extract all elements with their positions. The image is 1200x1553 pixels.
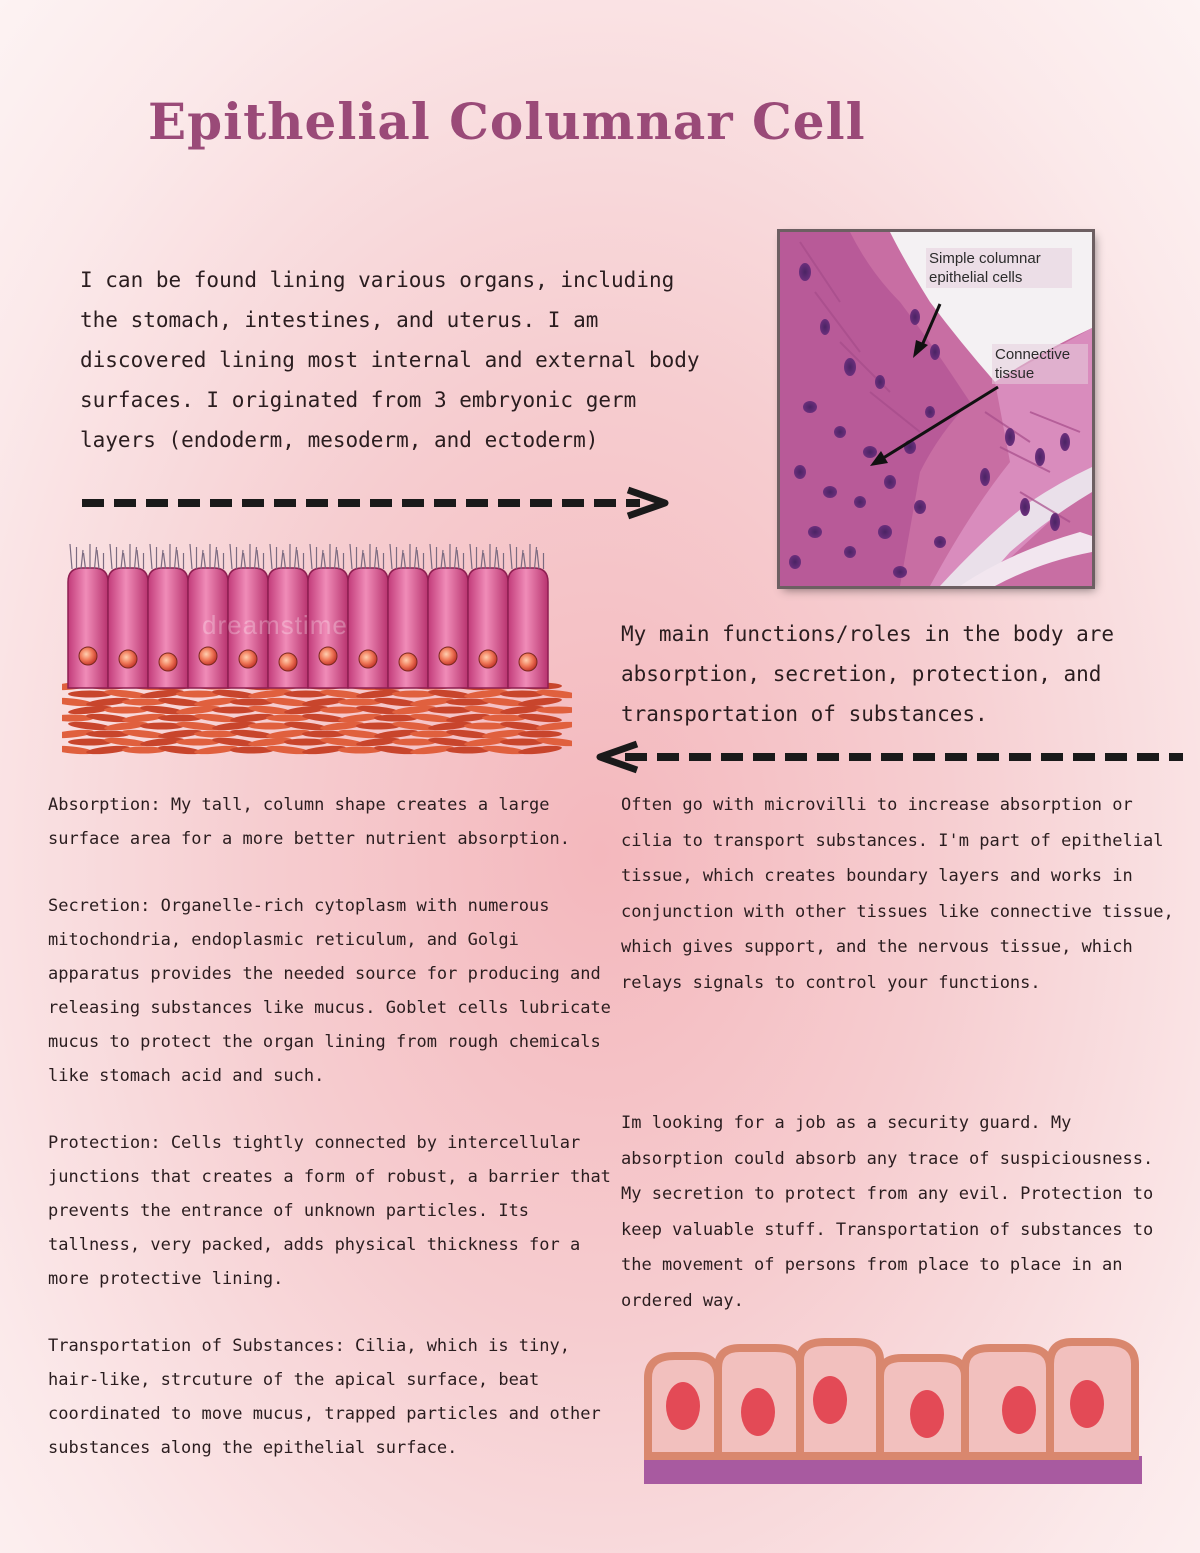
details-left-column bbox=[48, 788, 613, 1498]
intro-paragraph: I can be found lining various organs, including the stomach, intestines, and uterus. I am discovered lining most internal and external body surfaces. I originated from 3 embryonic germ layers (endoderm, mesoderm, and ectoderm) bbox=[80, 268, 700, 452]
absorption-paragraph: Absorption: My tall, column shape creates a large surface area for a more better nutrient absorption. bbox=[48, 795, 570, 849]
ciliated-cells-illustration bbox=[62, 538, 572, 768]
dashed-arrow-left-icon bbox=[585, 740, 1185, 778]
label-simple-columnar-cells: Simple columnar epithelial cells bbox=[926, 248, 1072, 288]
dashed-arrow-right-icon bbox=[80, 486, 680, 524]
protection-paragraph: Protection: Cells tightly connected by intercellular junctions that creates a form of robust, a barrier that prevents the entrance of unknown particles. Its tallness, very packed, adds physical thickness for a more protective lining. bbox=[48, 1133, 611, 1289]
functions-paragraph: My main functions/roles in the body are absorption, secretion, protection, and transportation of substances. bbox=[621, 622, 1115, 726]
micrograph-image bbox=[780, 232, 1092, 586]
watermark: dreamstime bbox=[202, 610, 348, 640]
transportation-paragraph: Transportation of Substances: Cilia, which is tiny, hair-like, strcuture of the apical surface, beat coordinated to move mucus, trapped particles and other substances along the epithelial surface. bbox=[48, 1336, 601, 1458]
label-connective-tissue: Connective tissue bbox=[992, 344, 1088, 384]
tissue-relation-paragraph: Often go with microvilli to increase absorption or cilia to transport substances. I'm part of epithelial tissue, which creates boundary layers and works in conjunction with other tissues like connective tissue, which gives support, and the nervous tissue, which relays signals to control your functions. bbox=[621, 795, 1174, 993]
secretion-paragraph: Secretion: Organelle-rich cytoplasm with numerous mitochondria, endoplasmic reticulum, and Golgi apparatus provides the needed source for producing and releasing substances like mucus. Goblet cells lubricate mucus to protect the organ lining from rough chemicals like stomach acid and such. bbox=[48, 896, 611, 1086]
cartoon-cells-illustration bbox=[640, 1338, 1146, 1492]
job-paragraph: Im looking for a job as a security guard. My absorption could absorb any trace of suspiciousness. My secretion to protect from any evil. Protection to keep valuable stuff. Transportation of substances to the movement of persons from place to place in an ordered way. bbox=[621, 1113, 1154, 1311]
page-title: Epithelial Columnar Cell bbox=[148, 92, 866, 151]
